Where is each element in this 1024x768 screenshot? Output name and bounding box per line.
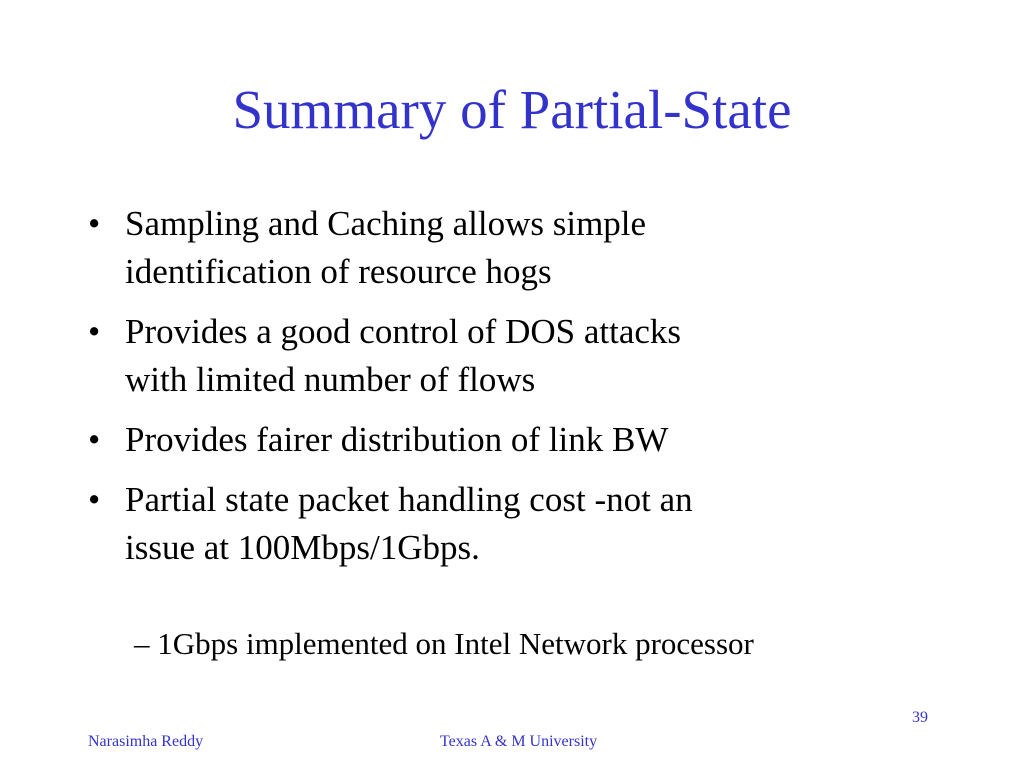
bullet-item [88,476,988,572]
sub-bullet-item: – 1Gbps implemented on Intel Network processor [134,626,754,661]
bullet-list [88,200,988,584]
footer-institution: Texas A & M University [440,733,598,750]
bullet-item [88,416,988,464]
bullet-item [88,200,988,296]
slide-title: Summary of Partial-State [232,79,792,140]
bullet-text-line: with limited number of flows [125,360,536,399]
bullet-text-line: issue at 100Mbps/1Gbps. [125,528,480,567]
bullet-text-line: Provides fairer distribution of link BW [125,420,669,459]
bullet-text-line: Sampling and Caching allows simple [125,204,647,243]
bullet-text-line: Provides a good control of DOS attacks [125,312,682,351]
page-number: 39 [912,709,928,726]
sub-bullet-list [134,622,754,666]
bullet-dot-icon: • [88,312,101,351]
bullet-dot-icon: • [88,204,101,243]
bullet-dot-icon: • [88,420,101,459]
bullet-item [88,308,988,404]
bullet-text-line: identification of resource hogs [125,252,552,291]
bullet-dot-icon: • [88,480,101,519]
bullet-text-line: Partial state packet handling cost -not an [125,480,693,519]
footer-author: Narasimha Reddy [88,733,204,750]
